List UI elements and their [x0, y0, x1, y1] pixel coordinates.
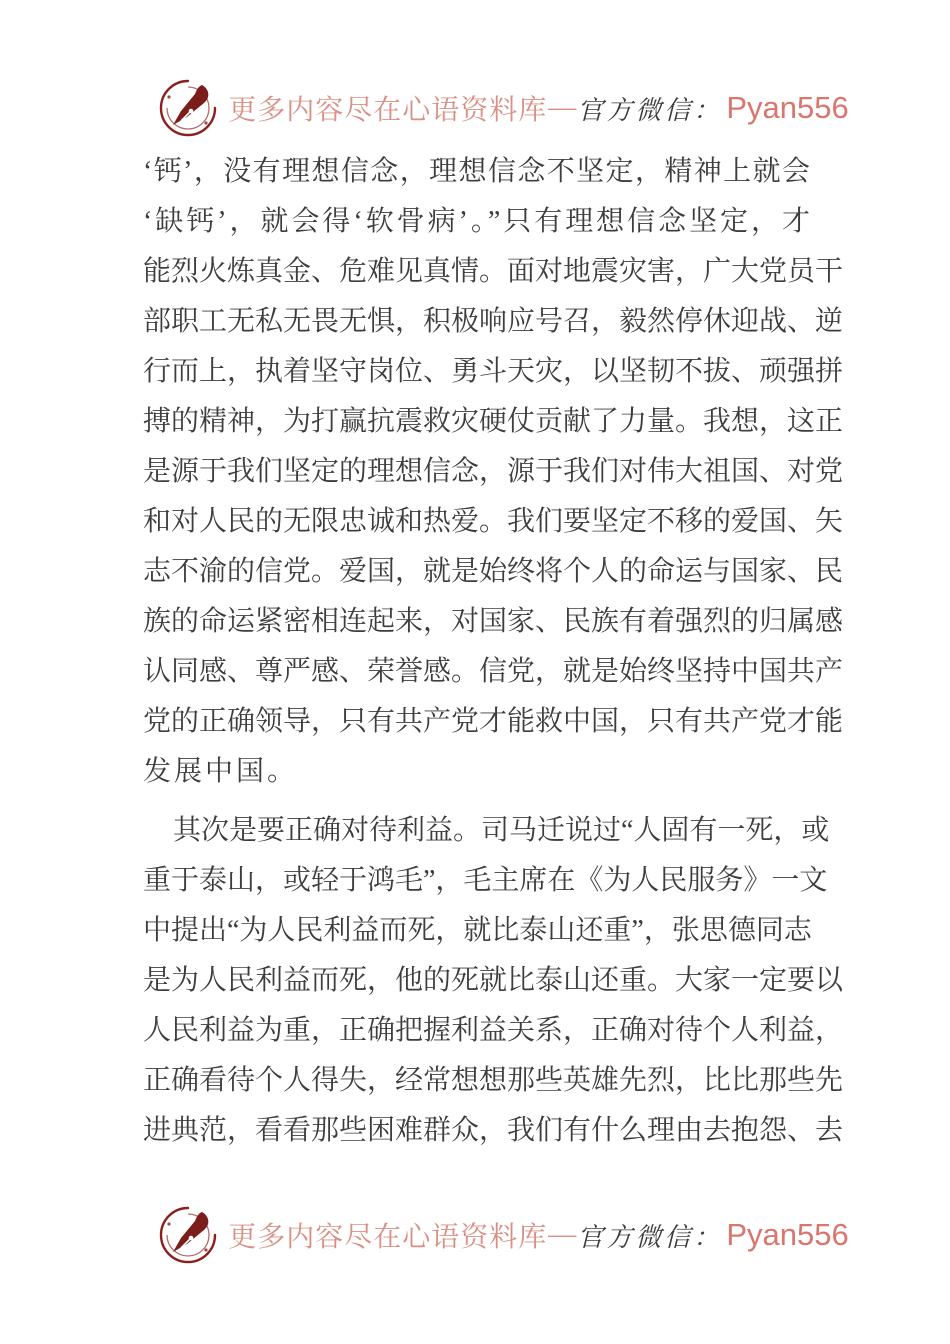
text-line: 人民利益为重，正确把握利益关系，正确对待个人利益，	[143, 1015, 844, 1046]
text-line: 其次是要正确对待利益。司马迁说过“人固有一死，或	[173, 815, 830, 846]
text-line: 认同感、尊严感、荣誉感。信党，就是始终坚持中国共产	[143, 656, 844, 687]
wechat-id: Pyan556	[726, 90, 849, 125]
brand-pen-logo-icon	[156, 76, 220, 140]
text-line: 族的命运紧密相连起来，对国家、民族有着强烈的归属感	[143, 606, 844, 637]
wechat-id: Pyan556	[726, 1217, 849, 1252]
brand-text: 更多内容尽在心语资料库	[228, 1222, 548, 1253]
wechat-label: 官方微信：	[577, 1222, 723, 1252]
text-line: ‘缺钙’，就会得‘软骨病’。”只有理想信念坚定，才	[143, 206, 810, 237]
paragraph-2	[143, 806, 844, 1156]
text-line: 志不渝的信党。爱国，就是始终将个人的命运与国家、民	[143, 556, 844, 587]
wechat-label: 官方微信：	[577, 95, 723, 125]
brand-dash: —	[548, 1219, 577, 1250]
brand-dash: —	[548, 92, 577, 123]
text-line: 和对人民的无限忠诚和热爱。我们要坚定不移的爱国、矢	[143, 506, 844, 537]
brand-pen-logo-icon	[156, 1203, 220, 1267]
text-line: 正确看待个人得失，经常想想那些英雄先烈，比比那些先	[143, 1065, 844, 1096]
text-line: 是为人民利益而死，他的死就比泰山还重。大家一定要以	[143, 965, 844, 996]
text-line: 发展中国。	[143, 756, 299, 787]
text-line: 行而上，执着坚守岗位、勇斗天灾，以坚韧不拔、顽强拼	[143, 356, 844, 387]
text-line: 中提出“为人民利益而死，就比泰山还重”，张思德同志	[143, 915, 812, 946]
header-watermark	[0, 74, 950, 142]
document-body	[143, 147, 844, 1156]
paragraph-1	[143, 147, 844, 797]
text-line: 重于泰山，或轻于鸿毛”，毛主席在《为人民服务》一文	[143, 865, 828, 896]
text-line: 党的正确领导，只有共产党才能救中国，只有共产党才能	[143, 706, 844, 737]
text-line: ‘钙’，没有理想信念，理想信念不坚定，精神上就会	[143, 156, 810, 187]
text-line: 能烈火炼真金、危难见真情。面对地震灾害，广大党员干	[143, 256, 844, 287]
text-line: 搏的精神，为打赢抗震救灾硬仗贡献了力量。我想，这正	[143, 406, 844, 437]
text-line: 部职工无私无畏无惧，积极响应号召，毅然停休迎战、逆	[143, 306, 844, 337]
text-line: 进典范，看看那些困难群众，我们有什么理由去抱怨、去	[143, 1115, 844, 1146]
footer-watermark	[0, 1201, 950, 1269]
text-line: 是源于我们坚定的理想信念，源于我们对伟大祖国、对党	[143, 456, 844, 487]
brand-text: 更多内容尽在心语资料库	[228, 95, 548, 126]
